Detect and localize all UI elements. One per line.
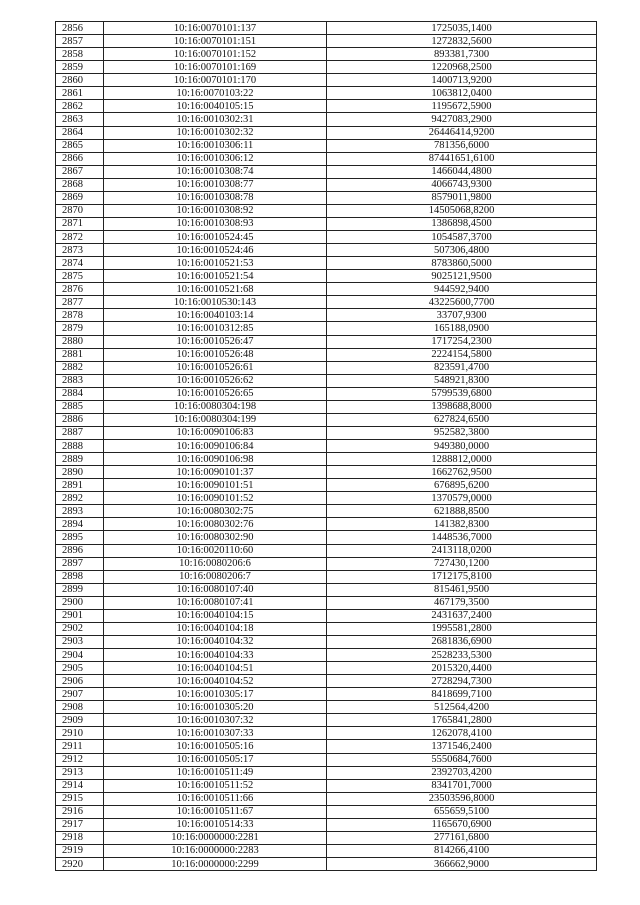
table-row [56,113,597,126]
value-cell: 43225600,7700 [327,296,597,309]
cadastral-number-cell: 10:16:0040104:32 [104,635,327,648]
row-number-cell: 2884 [56,387,104,400]
table-row [56,348,597,361]
row-number-cell: 2898 [56,570,104,583]
value-cell: 8341701,7000 [327,779,597,792]
table-row [56,596,597,609]
cadastral-number-cell: 10:16:0010307:33 [104,727,327,740]
cadastral-number-cell: 10:16:0010305:17 [104,688,327,701]
table-row [56,466,597,479]
value-cell: 5799539,6800 [327,387,597,400]
row-number-cell: 2874 [56,257,104,270]
cadastral-number-cell: 10:16:0070101:170 [104,74,327,87]
table-row [56,361,597,374]
table-row [56,622,597,635]
table-row [56,805,597,818]
table-row [56,35,597,48]
row-number-cell: 2878 [56,309,104,322]
cadastral-number-cell: 10:16:0080107:40 [104,583,327,596]
row-number-cell: 2882 [56,361,104,374]
cadastral-number-cell: 10:16:0010514:33 [104,818,327,831]
cadastral-number-cell: 10:16:0080302:76 [104,518,327,531]
value-cell: 655659,5100 [327,805,597,818]
row-number-cell: 2872 [56,231,104,244]
table-body [56,22,597,871]
value-cell: 823591,4700 [327,361,597,374]
cadastral-number-cell: 10:16:0010305:20 [104,701,327,714]
value-cell: 1995581,2800 [327,622,597,635]
cadastral-number-cell: 10:16:0010308:93 [104,217,327,230]
cadastral-number-cell: 10:16:0080107:41 [104,596,327,609]
row-number-cell: 2857 [56,35,104,48]
table-row [56,675,597,688]
row-number-cell: 2863 [56,113,104,126]
table-row [56,766,597,779]
row-number-cell: 2911 [56,740,104,753]
row-number-cell: 2873 [56,244,104,257]
row-number-cell: 2920 [56,858,104,871]
table-row [56,649,597,662]
value-cell: 8579011,9800 [327,191,597,204]
value-cell: 512564,4200 [327,701,597,714]
row-number-cell: 2900 [56,596,104,609]
cadastral-number-cell: 10:16:0090101:51 [104,479,327,492]
row-number-cell: 2888 [56,440,104,453]
value-cell: 1288812,0000 [327,453,597,466]
table-row [56,479,597,492]
table-row [56,792,597,805]
cadastral-number-cell: 10:16:0010308:74 [104,165,327,178]
table-row [56,701,597,714]
cadastral-number-cell: 10:16:0020110:60 [104,544,327,557]
value-cell: 1220968,2500 [327,61,597,74]
value-cell: 14505068,8200 [327,204,597,217]
cadastral-number-cell: 10:16:0010526:61 [104,361,327,374]
value-cell: 815461,9500 [327,583,597,596]
cadastral-number-cell: 10:16:0080304:198 [104,400,327,413]
row-number-cell: 2906 [56,675,104,688]
value-cell: 1370579,0000 [327,492,597,505]
table-row [56,100,597,113]
table-row [56,831,597,844]
row-number-cell: 2895 [56,531,104,544]
table-row [56,87,597,100]
value-cell: 949380,0000 [327,440,597,453]
row-number-cell: 2909 [56,714,104,727]
cadastral-number-cell: 10:16:0010524:45 [104,231,327,244]
cadastral-number-cell: 10:16:0010307:32 [104,714,327,727]
cadastral-number-cell: 10:16:0000000:2299 [104,858,327,871]
cadastral-number-cell: 10:16:0010505:17 [104,753,327,766]
value-cell: 5550684,7600 [327,753,597,766]
value-cell: 8783860,5000 [327,257,597,270]
cadastral-number-cell: 10:16:0080302:75 [104,505,327,518]
table-row [56,231,597,244]
row-number-cell: 2902 [56,622,104,635]
value-cell: 781356,6000 [327,139,597,152]
row-number-cell: 2913 [56,766,104,779]
table-row [56,74,597,87]
row-number-cell: 2860 [56,74,104,87]
cadastral-number-cell: 10:16:0010308:77 [104,178,327,191]
row-number-cell: 2905 [56,662,104,675]
cadastral-number-cell: 10:16:0000000:2283 [104,844,327,857]
value-cell: 952582,3800 [327,426,597,439]
cadastral-number-cell: 10:16:0010521:68 [104,283,327,296]
cadastral-number-cell: 10:16:0040104:51 [104,662,327,675]
row-number-cell: 2887 [56,426,104,439]
value-cell: 2431637,2400 [327,609,597,622]
table-row [56,335,597,348]
value-cell: 727430,1200 [327,557,597,570]
table-row [56,544,597,557]
cadastral-number-cell: 10:16:0080206:6 [104,557,327,570]
value-cell: 8418699,7100 [327,688,597,701]
table-row [56,635,597,648]
value-cell: 627824,6500 [327,413,597,426]
value-cell: 2224154,5800 [327,348,597,361]
value-cell: 9427083,2900 [327,113,597,126]
table-row [56,440,597,453]
row-number-cell: 2886 [56,413,104,426]
value-cell: 1717254,2300 [327,335,597,348]
table-row [56,257,597,270]
value-cell: 467179,3500 [327,596,597,609]
value-cell: 507306,4800 [327,244,597,257]
value-cell: 1712175,8100 [327,570,597,583]
row-number-cell: 2881 [56,348,104,361]
table-row [56,688,597,701]
row-number-cell: 2880 [56,335,104,348]
row-number-cell: 2915 [56,792,104,805]
value-cell: 2015320,4400 [327,662,597,675]
cadastral-number-cell: 10:16:0010511:52 [104,779,327,792]
row-number-cell: 2879 [56,322,104,335]
cadastral-number-cell: 10:16:0010306:11 [104,139,327,152]
table-row [56,858,597,871]
value-cell: 1262078,4100 [327,727,597,740]
value-cell: 9025121,9500 [327,270,597,283]
table-row [56,126,597,139]
row-number-cell: 2867 [56,165,104,178]
cadastral-number-cell: 10:16:0040104:15 [104,609,327,622]
value-cell: 2392703,4200 [327,766,597,779]
cadastral-number-cell: 10:16:0040104:18 [104,622,327,635]
cadastral-number-cell: 10:16:0040105:15 [104,100,327,113]
row-number-cell: 2866 [56,152,104,165]
row-number-cell: 2896 [56,544,104,557]
value-cell: 1400713,9200 [327,74,597,87]
table-row [56,609,597,622]
cadastral-number-cell: 10:16:0070103:22 [104,87,327,100]
document-page [55,21,596,871]
cadastral-number-cell: 10:16:0010312:85 [104,322,327,335]
table-row [56,22,597,35]
row-number-cell: 2901 [56,609,104,622]
table-row [56,400,597,413]
value-cell: 165188,0900 [327,322,597,335]
row-number-cell: 2868 [56,178,104,191]
value-cell: 1662762,9500 [327,466,597,479]
table-row [56,283,597,296]
value-cell: 1063812,0400 [327,87,597,100]
table-row [56,165,597,178]
row-number-cell: 2889 [56,453,104,466]
cadastral-number-cell: 10:16:0010521:53 [104,257,327,270]
table-row [56,426,597,439]
value-cell: 1054587,3700 [327,231,597,244]
row-number-cell: 2912 [56,753,104,766]
cadastral-number-cell: 10:16:0090106:98 [104,453,327,466]
row-number-cell: 2916 [56,805,104,818]
value-cell: 2413118,0200 [327,544,597,557]
row-number-cell: 2919 [56,844,104,857]
row-number-cell: 2893 [56,505,104,518]
row-number-cell: 2917 [56,818,104,831]
table-row [56,492,597,505]
cadastral-number-cell: 10:16:0080206:7 [104,570,327,583]
cadastral-number-cell: 10:16:0070101:137 [104,22,327,35]
cadastral-number-cell: 10:16:0010511:49 [104,766,327,779]
row-number-cell: 2875 [56,270,104,283]
row-number-cell: 2892 [56,492,104,505]
cadastral-number-cell: 10:16:0010511:66 [104,792,327,805]
value-cell: 1195672,5900 [327,100,597,113]
table-row [56,740,597,753]
row-number-cell: 2858 [56,48,104,61]
row-number-cell: 2908 [56,701,104,714]
value-cell: 23503596,8000 [327,792,597,805]
row-number-cell: 2891 [56,479,104,492]
table-row [56,727,597,740]
row-number-cell: 2903 [56,635,104,648]
table-row [56,139,597,152]
value-cell: 548921,8300 [327,374,597,387]
value-cell: 277161,6800 [327,831,597,844]
cadastral-number-cell: 10:16:0070101:169 [104,61,327,74]
cadastral-number-cell: 10:16:0070101:151 [104,35,327,48]
cadastral-number-cell: 10:16:0010308:92 [104,204,327,217]
cadastral-number-cell: 10:16:0010526:65 [104,387,327,400]
row-number-cell: 2856 [56,22,104,35]
cadastral-number-cell: 10:16:0010521:54 [104,270,327,283]
table-row [56,413,597,426]
value-cell: 2728294,7300 [327,675,597,688]
row-number-cell: 2890 [56,466,104,479]
row-number-cell: 2864 [56,126,104,139]
value-cell: 1165670,6900 [327,818,597,831]
cadastral-number-cell: 10:16:0010511:67 [104,805,327,818]
value-cell: 2681836,6900 [327,635,597,648]
table-row [56,453,597,466]
cadastral-number-cell: 10:16:0070101:152 [104,48,327,61]
value-cell: 87441651,6100 [327,152,597,165]
value-cell: 1466044,4800 [327,165,597,178]
row-number-cell: 2877 [56,296,104,309]
cadastral-number-cell: 10:16:0010308:78 [104,191,327,204]
row-number-cell: 2914 [56,779,104,792]
table-row [56,296,597,309]
value-cell: 1386898,4500 [327,217,597,230]
row-number-cell: 2885 [56,400,104,413]
value-cell: 2528233,5300 [327,649,597,662]
cadastral-number-cell: 10:16:0010302:31 [104,113,327,126]
value-cell: 33707,9300 [327,309,597,322]
table-row [56,61,597,74]
table-row [56,374,597,387]
cadastral-number-cell: 10:16:0010526:62 [104,374,327,387]
row-number-cell: 2870 [56,204,104,217]
cadastral-value-table [55,21,597,871]
cadastral-number-cell: 10:16:0040103:14 [104,309,327,322]
table-row [56,505,597,518]
value-cell: 893381,7300 [327,48,597,61]
table-row [56,217,597,230]
cadastral-number-cell: 10:16:0000000:2281 [104,831,327,844]
row-number-cell: 2876 [56,283,104,296]
table-row [56,309,597,322]
cadastral-number-cell: 10:16:0040104:33 [104,649,327,662]
row-number-cell: 2862 [56,100,104,113]
table-row [56,191,597,204]
row-number-cell: 2918 [56,831,104,844]
table-row [56,557,597,570]
value-cell: 141382,8300 [327,518,597,531]
table-row [56,518,597,531]
cadastral-number-cell: 10:16:0010306:12 [104,152,327,165]
value-cell: 814266,4100 [327,844,597,857]
row-number-cell: 2859 [56,61,104,74]
cadastral-number-cell: 10:16:0010526:48 [104,348,327,361]
value-cell: 1725035,1400 [327,22,597,35]
row-number-cell: 2883 [56,374,104,387]
table-row [56,48,597,61]
row-number-cell: 2897 [56,557,104,570]
value-cell: 1398688,8000 [327,400,597,413]
table-row [56,662,597,675]
table-row [56,178,597,191]
table-row [56,387,597,400]
table-row [56,204,597,217]
table-row [56,844,597,857]
row-number-cell: 2904 [56,649,104,662]
table-row [56,583,597,596]
value-cell: 4066743,9300 [327,178,597,191]
value-cell: 621888,8500 [327,505,597,518]
value-cell: 1448536,7000 [327,531,597,544]
row-number-cell: 2869 [56,191,104,204]
value-cell: 1272832,5600 [327,35,597,48]
table-row [56,779,597,792]
cadastral-number-cell: 10:16:0010302:32 [104,126,327,139]
cadastral-number-cell: 10:16:0040104:52 [104,675,327,688]
cadastral-number-cell: 10:16:0090106:84 [104,440,327,453]
table-row [56,152,597,165]
cadastral-number-cell: 10:16:0010505:16 [104,740,327,753]
value-cell: 1371546,2400 [327,740,597,753]
value-cell: 366662,9000 [327,858,597,871]
cadastral-number-cell: 10:16:0010530:143 [104,296,327,309]
table-row [56,244,597,257]
cadastral-number-cell: 10:16:0090106:83 [104,426,327,439]
row-number-cell: 2871 [56,217,104,230]
table-row [56,322,597,335]
table-row [56,531,597,544]
cadastral-number-cell: 10:16:0080302:90 [104,531,327,544]
row-number-cell: 2910 [56,727,104,740]
cadastral-number-cell: 10:16:0010524:46 [104,244,327,257]
cadastral-number-cell: 10:16:0010526:47 [104,335,327,348]
table-row [56,270,597,283]
value-cell: 26446414,9200 [327,126,597,139]
cadastral-number-cell: 10:16:0090101:52 [104,492,327,505]
table-row [56,818,597,831]
table-row [56,714,597,727]
row-number-cell: 2861 [56,87,104,100]
cadastral-number-cell: 10:16:0080304:199 [104,413,327,426]
row-number-cell: 2865 [56,139,104,152]
value-cell: 1765841,2800 [327,714,597,727]
value-cell: 944592,9400 [327,283,597,296]
value-cell: 676895,6200 [327,479,597,492]
table-row [56,570,597,583]
row-number-cell: 2899 [56,583,104,596]
row-number-cell: 2907 [56,688,104,701]
table-row [56,753,597,766]
cadastral-number-cell: 10:16:0090101:37 [104,466,327,479]
row-number-cell: 2894 [56,518,104,531]
